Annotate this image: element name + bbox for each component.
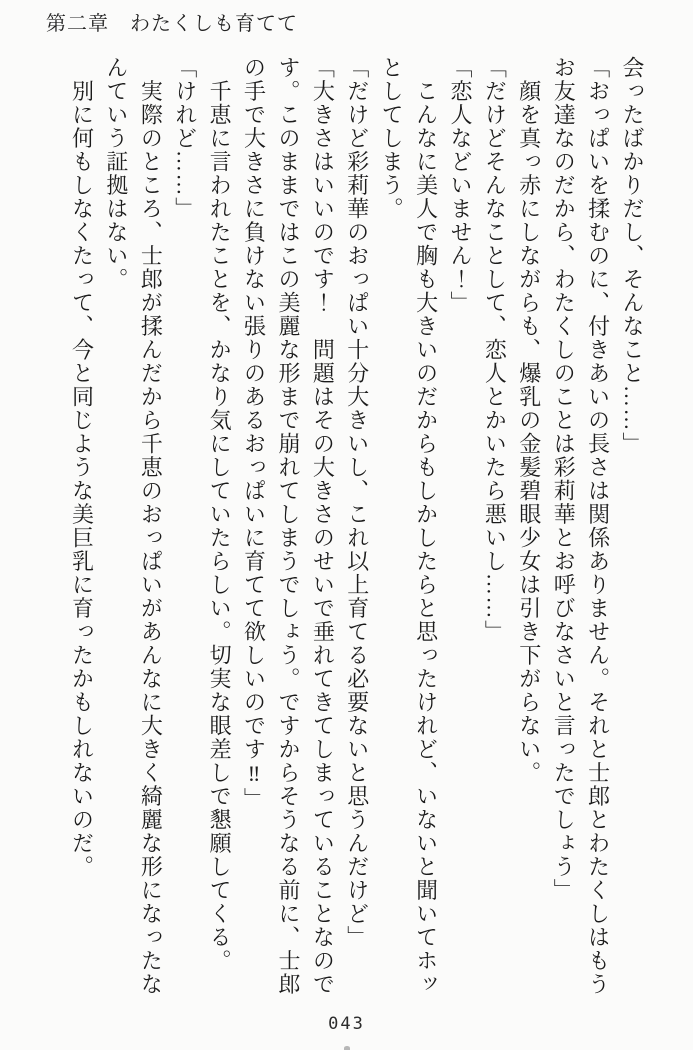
text-column: 会ったばかりだし、そんなこと……」 xyxy=(620,56,645,456)
text-body xyxy=(64,56,649,1004)
text-column: の手で大きさに負けない張りのあるおっぱいに育てて欲しいのです‼」 xyxy=(241,56,267,811)
text-column: 千恵に言われたことを、かなり気にしていたらしい。切実な眼差しで懇願してくる。 xyxy=(207,56,233,973)
text-column: す。このままではこの美麗な形まで崩れてしまうでしょう。ですからそうなる前に、士郎 xyxy=(275,56,301,996)
text-column: 「恋人などいません！」 xyxy=(447,56,473,315)
text-column: 「けれど……」 xyxy=(172,56,198,221)
text-column: 「だけどそんなことして、恋人とかいたら悪いし……」 xyxy=(482,56,508,644)
text-column: 顔を真っ赤にしながらも、爆乳の金髪碧眼少女は引き下がらない。 xyxy=(516,56,542,785)
text-column: んていう証拠はない。 xyxy=(103,56,129,291)
text-column: こんなに美人で胸も大きいのだからもしかしたらと思ったけれど、いないと聞いてホッ xyxy=(413,56,439,996)
text-column: 「だけど彩莉華のおっぱい十分大きいし、これ以上育てる必要ないと思うんだけど」 xyxy=(344,56,370,949)
chapter-header: 第二章 わたくしも育てて xyxy=(46,13,298,35)
text-column: 「大きさはいいのです！ 問題はその大きさのせいで垂れてきてしまっていることなので xyxy=(310,56,336,996)
text-column: 「おっぱいを揉むのに、付きあいの長さは関係ありません。それと士郎とわたくしはもう xyxy=(585,56,611,996)
text-column: としてしまう。 xyxy=(379,56,405,221)
text-column: 別に何もしなくたって、今と同じような美巨乳に育ったかもしれないのだ。 xyxy=(69,56,95,879)
text-column: お友達なのだから、わたくしのことは彩莉華とお呼びなさいと言ったでしょう」 xyxy=(551,56,577,902)
text-column: 実際のところ、士郎が揉んだから千恵のおっぱいがあんなに大きく綺麗な形になったな xyxy=(138,56,164,996)
page-number: 043 xyxy=(328,1014,365,1034)
scan-artifact-dot xyxy=(344,1046,350,1050)
